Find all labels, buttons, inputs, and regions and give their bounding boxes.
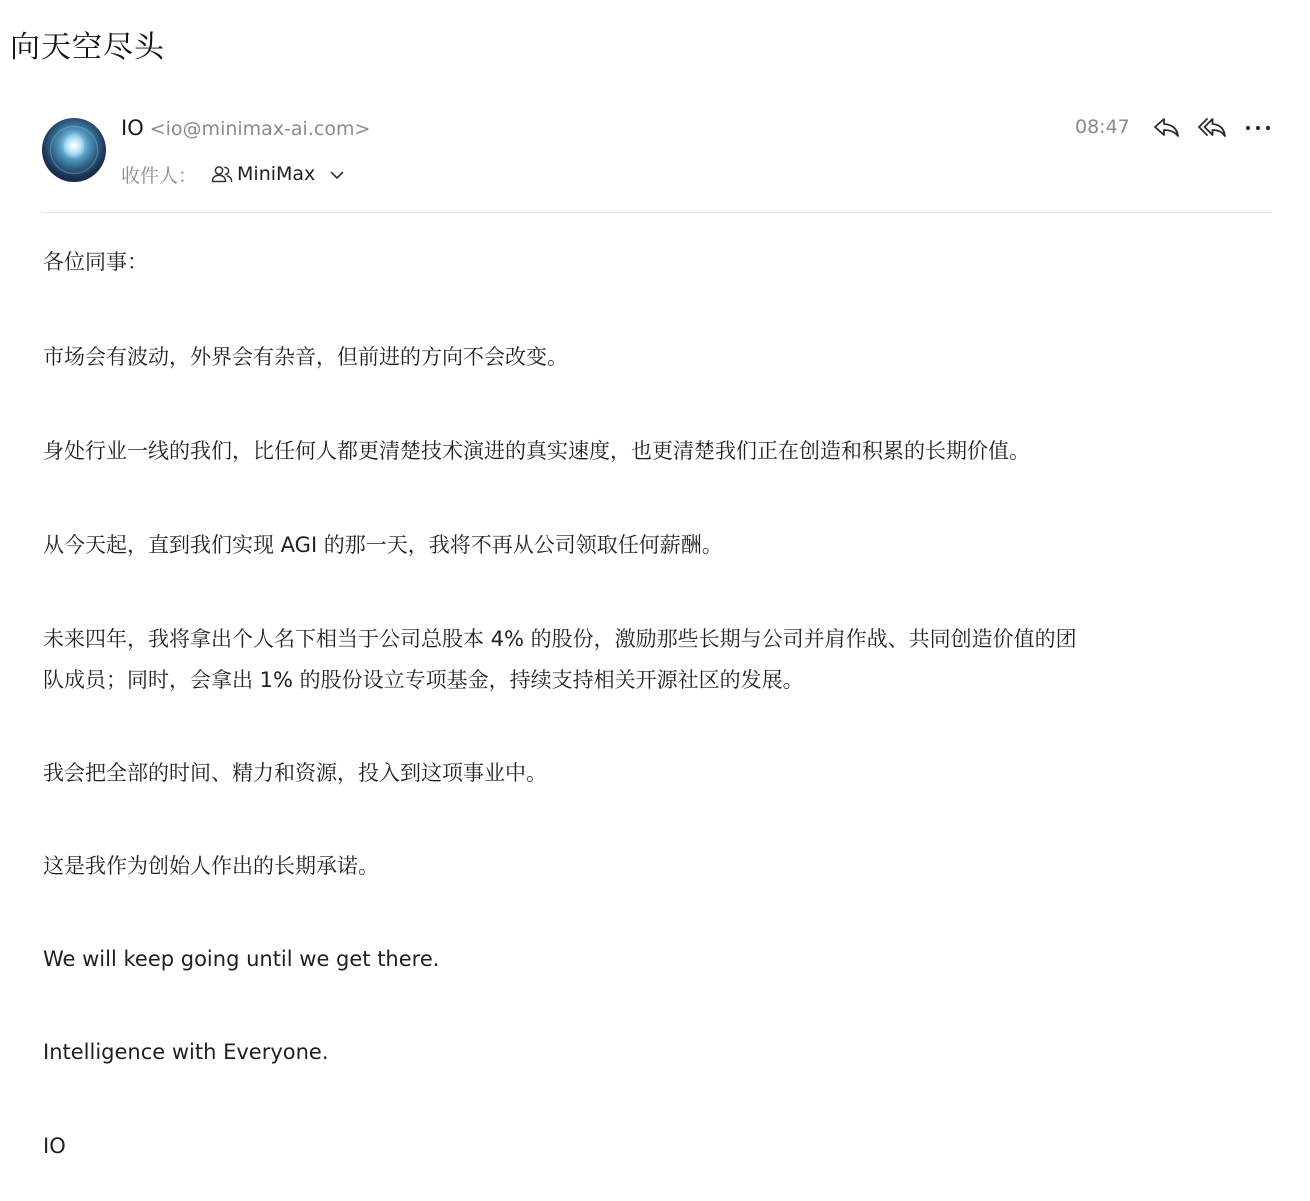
body-paragraph-4-line-2: 队成员；同时，会拿出 1% 的股份设立专项基金，持续支持相关开源社区的发展。 bbox=[43, 668, 804, 692]
body-paragraph-7: We will keep going until we get there. bbox=[43, 947, 440, 971]
body-paragraph-3: 从今天起，直到我们实现 AGI 的那一天，我将不再从公司领取任何薪酬。 bbox=[43, 533, 723, 557]
avatar-glow bbox=[64, 132, 84, 160]
reply-all-icon[interactable] bbox=[1197, 114, 1227, 142]
recipient-group[interactable]: MiniMax bbox=[237, 163, 316, 185]
body-paragraph-5: 我会把全部的时间、精力和资源，投入到这项事业中。 bbox=[43, 761, 547, 785]
people-icon bbox=[211, 165, 233, 183]
email-time: 08:47 bbox=[1075, 116, 1130, 138]
more-icon[interactable] bbox=[1243, 114, 1273, 142]
sender-address[interactable]: <io@minimax-ai.com> bbox=[149, 118, 371, 140]
body-paragraph-6: 这是我作为创始人作出的长期承诺。 bbox=[43, 854, 379, 878]
body-paragraph-4-line-1: 未来四年，我将拿出个人名下相当于公司总股本 4% 的股份，激励那些长期与公司并肩作战、共同创造价值的团 bbox=[43, 627, 1077, 651]
sender-line bbox=[121, 116, 370, 142]
body-greeting: 各位同事： bbox=[43, 250, 148, 274]
recipients-label: 收件人： bbox=[121, 164, 198, 187]
chevron-down-icon[interactable] bbox=[329, 167, 345, 183]
body-paragraph-2: 身处行业一线的我们，比任何人都更清楚技术演进的真实速度，也更清楚我们正在创造和积累的长期价值。 bbox=[43, 439, 1030, 463]
reply-icon[interactable] bbox=[1152, 114, 1182, 142]
sender-name[interactable]: IO bbox=[121, 116, 144, 140]
email-subject: 向天空尽头 bbox=[10, 30, 165, 65]
header-divider bbox=[42, 212, 1272, 213]
body-signature: IO bbox=[43, 1134, 66, 1158]
sender-avatar[interactable] bbox=[42, 118, 106, 182]
body-paragraph-8: Intelligence with Everyone. bbox=[43, 1040, 329, 1064]
recipients-line bbox=[121, 160, 345, 188]
body-paragraph-1: 市场会有波动，外界会有杂音，但前进的方向不会改变。 bbox=[43, 345, 568, 369]
